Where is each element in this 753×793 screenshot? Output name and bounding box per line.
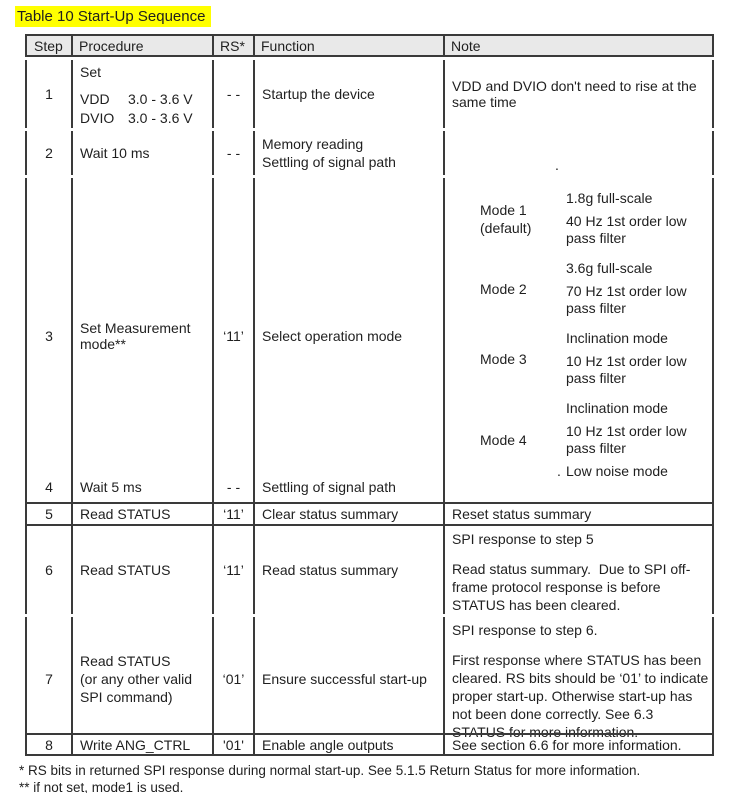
column-header-function: Function [253, 36, 443, 55]
table-row-step-1 [25, 60, 714, 128]
mode-label [480, 280, 566, 298]
function-line: Settling of signal path [262, 154, 396, 170]
function-cell: Enable angle outputs [253, 735, 443, 754]
supply-voltage-row [80, 109, 212, 128]
table-row-step-5 [25, 502, 714, 526]
function-cell: Read status summary [253, 526, 443, 614]
column-header-procedure: Procedure [71, 36, 212, 55]
mode-name: Mode 2 [480, 280, 527, 297]
mode-label [480, 350, 566, 368]
function-cell: Ensure successful start-up [253, 617, 443, 741]
step-cell: 6 [25, 526, 71, 614]
stray-period: . [557, 463, 561, 479]
step-cell: 3 [25, 178, 71, 493]
note-cell: Reset status summary [443, 504, 714, 524]
supply-value: 3.0 - 3.6 V [128, 110, 193, 126]
supply-name: DVIO [80, 110, 115, 126]
mode-feature: 3.6g full-scale [566, 260, 653, 276]
mode-label [480, 431, 566, 449]
rs-cell: ‘11’ [212, 504, 253, 524]
step-cell: 2 [25, 131, 71, 175]
table-row-step-6 [25, 526, 714, 613]
mode-block [452, 330, 710, 387]
step-cell: 5 [25, 504, 71, 524]
function-cell: Clear status summary [253, 504, 443, 524]
procedure-cell: Wait 5 ms [71, 472, 212, 502]
function-cell [253, 131, 443, 175]
note-cell: See section 6.6 for more information. [443, 735, 714, 754]
page-title: Table 10 Start-Up Sequence [15, 6, 211, 27]
function-line: Memory reading [262, 136, 364, 152]
mode-block [452, 190, 710, 247]
procedure-line: SPI command) [80, 689, 173, 705]
procedure-cell [71, 617, 212, 741]
function-cell: Settling of signal path [253, 472, 443, 502]
note-cell [443, 178, 714, 493]
rs-cell: - - [212, 60, 253, 128]
note-cell [443, 617, 714, 741]
footnotes [19, 762, 753, 793]
mode-features [566, 400, 710, 480]
mode-name: Mode 3 [480, 350, 527, 367]
note-cell: VDD and DVIO don't need to rise at the same time [443, 60, 714, 128]
column-header-note: Note [443, 36, 714, 55]
mode-features [566, 190, 710, 247]
rs-cell: - - [212, 131, 253, 175]
mode-feature: 40 Hz 1st order low pass filter [566, 213, 687, 246]
mode-name: Mode 1 [480, 201, 527, 218]
column-header-step: Step [25, 36, 71, 55]
mode-feature: 70 Hz 1st order low pass filter [566, 283, 687, 316]
procedure-line: Read STATUS [80, 653, 171, 669]
table-row-step-2 [25, 131, 714, 175]
note-cell [443, 526, 714, 614]
mode-features [566, 260, 710, 317]
procedure-cell: Set Measurement mode** [71, 178, 212, 493]
mode-features [566, 330, 710, 387]
rs-cell: '01' [212, 735, 253, 754]
table-row-step-3 [25, 178, 714, 479]
mode-feature: 10 Hz 1st order low pass filter [566, 353, 687, 386]
startup-sequence-table [25, 34, 714, 756]
mode-label [480, 201, 566, 237]
rs-cell: - - [212, 472, 253, 502]
procedure-cell: Read STATUS [71, 504, 212, 524]
mode-name: Mode 4 [480, 432, 527, 448]
footnote: ** if not set, mode1 is used. [19, 780, 184, 793]
procedure-cell: Write ANG_CTRL [71, 735, 212, 754]
rs-cell: ‘01’ [212, 617, 253, 741]
procedure-cell: Read STATUS [71, 526, 212, 614]
note-paragraph: SPI response to step 6. [452, 622, 598, 638]
supply-name: VDD [80, 91, 110, 107]
procedure-line: (or any other valid [80, 671, 193, 687]
function-cell: Select operation mode [253, 178, 443, 493]
supply-value: 3.0 - 3.6 V [128, 91, 193, 107]
step-cell: 1 [25, 60, 71, 128]
procedure-text: Set [80, 64, 102, 80]
mode-feature: Inclination mode [566, 400, 668, 416]
supply-voltage-list [80, 90, 212, 128]
function-cell: Startup the device [253, 60, 443, 128]
mode-feature: 1.8g full-scale [566, 190, 653, 206]
step-cell: 7 [25, 617, 71, 741]
mode-feature: Inclination mode [566, 330, 668, 346]
header-row [25, 34, 714, 57]
stray-period: . [555, 157, 559, 173]
note-cell [443, 131, 714, 175]
table-row-step-7 [25, 617, 714, 740]
rs-cell: ‘11’ [212, 526, 253, 614]
mode-feature: Low noise mode [566, 463, 668, 479]
procedure-cell: Wait 10 ms [71, 131, 212, 175]
mode-block [452, 260, 710, 317]
step-cell: 4 [25, 472, 71, 502]
rs-cell: ‘11’ [212, 178, 253, 493]
mode-sublabel: (default) [480, 219, 532, 236]
title-bar [15, 6, 753, 27]
mode-block [452, 400, 710, 480]
supply-voltage-row [80, 90, 212, 109]
note-paragraph: First response where STATUS has been cleared. RS bits should be ‘01’ to indicate proper start-up. Otherwise start-up has not been done correctly. See 6.3 STATUS for more information. [452, 652, 713, 740]
table-row-step-8 [25, 733, 714, 756]
note-paragraph: Read status summary. Due to SPI off-frame protocol response is before STATUS has been cleared. [452, 561, 691, 613]
column-header-rs: RS* [212, 36, 253, 55]
step-cell: 8 [25, 735, 71, 754]
procedure-cell [71, 60, 212, 128]
footnote: * RS bits in returned SPI response during normal start-up. See 5.1.5 Return Status for more information. [19, 763, 641, 778]
mode-feature: 10 Hz 1st order low pass filter [566, 423, 687, 456]
note-paragraph: SPI response to step 5 [452, 531, 594, 547]
